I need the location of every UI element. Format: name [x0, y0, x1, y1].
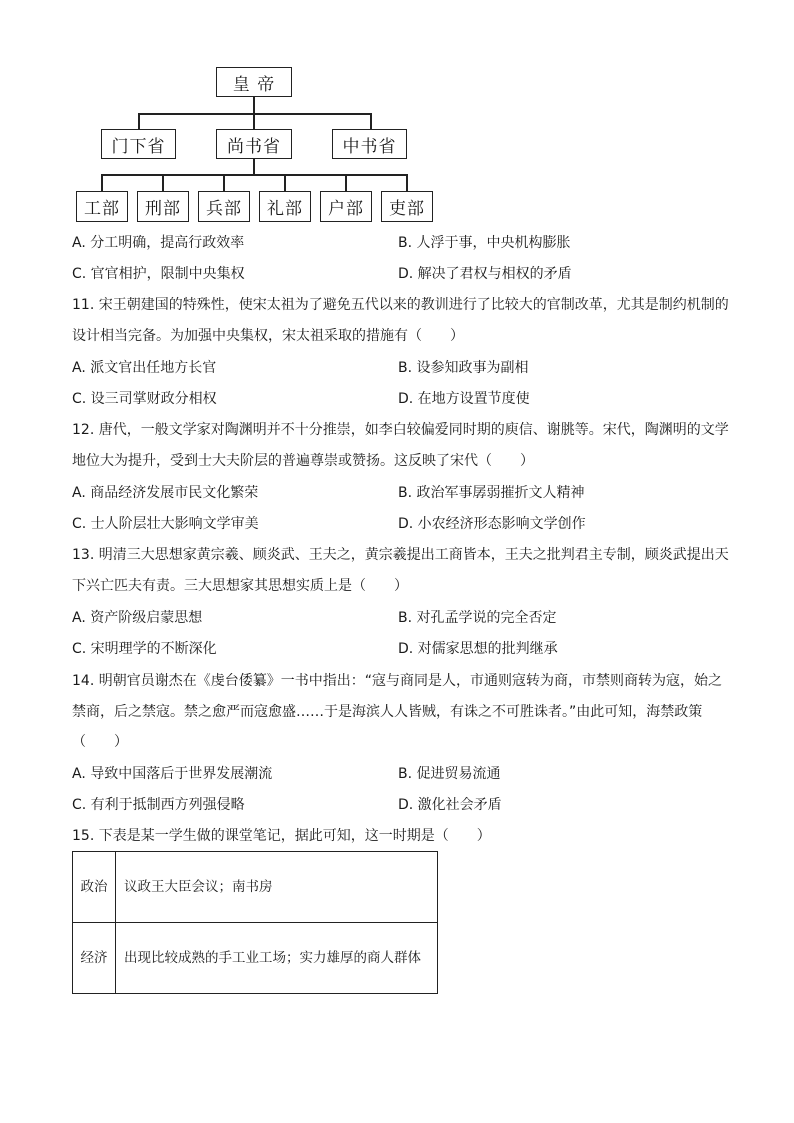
table-row-value: 出现比较成熟的手工业工场；实力雄厚的商人群体 [116, 923, 438, 994]
org-connector [138, 113, 371, 115]
table-row-key: 经济 [73, 923, 116, 994]
option-a: A. 资产阶级启蒙思想 [72, 610, 203, 626]
org-connector [162, 174, 164, 191]
option-d: D. 在地方设置节度使 [398, 391, 530, 407]
question-stem: 11. 宋王朝建国的特殊性，使宋太祖为了避免五代以来的教训进行了比较大的官制改革，尤其是制约机制的设计相当完备。为加强中央集权，宋太祖采取的措施有（ ） [72, 297, 729, 344]
option-a: A. 派文官出任地方长官 [72, 360, 217, 376]
org-node-hubu: 户部 [320, 191, 372, 222]
org-node-bingbu: 兵部 [198, 191, 250, 222]
question-stem: 13. 明清三大思想家黄宗羲、顾炎武、王夫之，黄宗羲提出工商皆本，王夫之批判君主专制，顾炎武提出天下兴亡匹夫有责。三大思想家其思想实质上是（ ） [72, 547, 729, 594]
option-a: A. 分工明确，提高行政效率 [72, 235, 245, 251]
table-row-value: 议政王大臣会议；南书房 [116, 852, 438, 923]
option-c: C. 设三司掌财政分相权 [72, 391, 217, 407]
table-row-key: 政治 [73, 852, 116, 923]
option-b: B. 政治军事孱弱摧折文人精神 [398, 485, 585, 501]
org-connector [253, 97, 255, 114]
org-connector [345, 174, 347, 191]
option-a: A. 商品经济发展市民文化繁荣 [72, 485, 259, 501]
question-stem: 14. 明朝官员谢杰在《虔台倭纂》一书中指出：“寇与商同是人，市通则寇转为商，市禁则商转为寇，始之禁商，后之禁寇。禁之愈严而寇愈盛……于是海滨人人皆贼，有诛之不可胜诛者。”由此可知，海禁政策（ ） [72, 673, 722, 750]
org-connector [253, 159, 255, 175]
option-a: A. 导致中国落后于世界发展潮流 [72, 766, 273, 782]
question-stem: 12. 唐代，一般文学家对陶渊明并不十分推崇，如李白较偏爱同时期的庾信、谢朓等。宋代，陶渊明的文学地位大为提升，受到士大夫阶层的普遍尊崇或赞扬。这反映了宋代（ ） [72, 422, 729, 469]
table-row [73, 923, 438, 994]
org-node-emperor: 皇 帝 [216, 67, 292, 97]
org-node-gongbu: 工部 [76, 191, 128, 222]
org-node-shangshu: 尚书省 [216, 129, 292, 159]
org-node-libu-rites: 礼部 [259, 191, 311, 222]
option-d: D. 激化社会矛盾 [398, 797, 502, 813]
option-c: C. 士人阶层壮大影响文学审美 [72, 516, 259, 532]
org-connector [223, 174, 225, 191]
option-b: B. 促进贸易流通 [398, 766, 501, 782]
question-stem: 15. 下表是某一学生做的课堂笔记，据此可知，这一时期是（ ） [72, 828, 491, 844]
org-connector [406, 174, 408, 191]
option-c: C. 有利于抵制西方列强侵略 [72, 797, 245, 813]
org-node-libu-personnel: 吏部 [381, 191, 433, 222]
org-connector [284, 174, 286, 191]
table-row [73, 852, 438, 923]
option-d: D. 对儒家思想的批判继承 [398, 641, 558, 657]
option-c: C. 官官相护，限制中央集权 [72, 266, 245, 282]
option-d: D. 解决了君权与相权的矛盾 [398, 266, 572, 282]
org-connector [370, 113, 372, 129]
option-b: B. 设参知政事为副相 [398, 360, 529, 376]
org-connector [138, 113, 140, 129]
org-connector [253, 113, 255, 129]
option-d: D. 小农经济形态影响文学创作 [398, 516, 586, 532]
option-c: C. 宋明理学的不断深化 [72, 641, 217, 657]
org-node-zhongshu: 中书省 [332, 129, 407, 159]
org-connector [101, 174, 103, 191]
option-b: B. 人浮于事，中央机构膨胀 [398, 235, 571, 251]
org-node-xingbu: 刑部 [137, 191, 189, 222]
org-node-menxia: 门下省 [101, 129, 176, 159]
class-notes-table [72, 851, 438, 994]
option-b: B. 对孔孟学说的完全否定 [398, 610, 557, 626]
org-connector [101, 174, 407, 176]
